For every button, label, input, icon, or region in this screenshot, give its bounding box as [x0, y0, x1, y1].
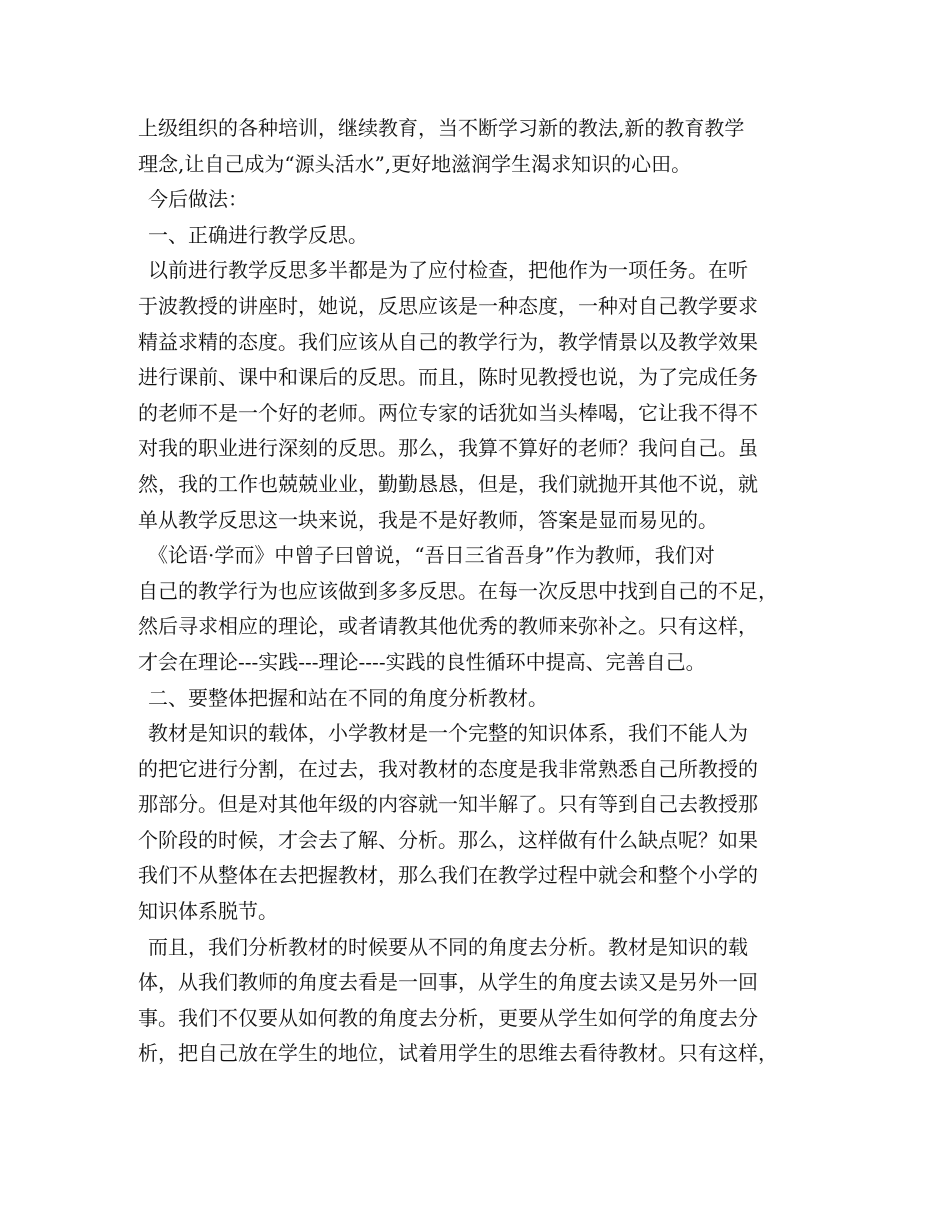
text-line: 进行课前、课中和课后的反思。而且，陈时见教授也说，为了完成任务: [138, 365, 758, 390]
text-line: 上级组织的各种培训，继续教育，当不断学习新的教法,新的教育教学: [138, 116, 745, 140]
text-line: 对我的职业进行深刻的反思。那么，我算不算好的老师？我问自己。虽: [138, 436, 758, 461]
document-body: [138, 111, 828, 1072]
text-line: 今后做法：: [148, 187, 248, 212]
text-line: 自己的教学行为也应该做到多多反思。在每一次反思中找到自己的不足，: [138, 578, 778, 603]
text-line: 一、正确进行教学反思。: [148, 222, 368, 247]
text-line: 单从教学反思这一块来说，我是不是好教师，答案是显而易见的。: [138, 507, 718, 532]
text-line: 析，把自己放在学生的地位，试着用学生的思维去看待教材。只有这样，: [138, 1041, 778, 1066]
text-line: 的老师不是一个好的老师。两位专家的话犹如当头棒喝，它让我不得不: [138, 400, 758, 425]
text-line: 《论语·学而》中曾子曰曾说，“吾日三省吾身”作为教师，我们对: [148, 543, 715, 568]
text-line: 体，从我们教师的角度去看是一回事，从学生的角度去读又是另外一回: [138, 970, 758, 995]
text-line: 那部分。但是对其他年级的内容就一知半解了。只有等到自己去教授那: [138, 792, 758, 817]
text-line: 才会在理论---实践---理论----实践的良性循环中提高、完善自己。: [138, 649, 706, 674]
text-line: 的把它进行分割，在过去，我对教材的态度是我非常熟悉自己所教授的: [138, 756, 758, 781]
text-line: 我们不从整体在去把握教材，那么我们在教学过程中就会和整个小学的: [138, 863, 758, 888]
text-line: 教材是知识的载体，小学教材是一个完整的知识体系，我们不能人为: [148, 721, 748, 746]
text-line: 然后寻求相应的理论，或者请教其他优秀的教师来弥补之。只有这样，: [138, 614, 758, 639]
text-line: 个阶段的时候，才会去了解、分析。那么，这样做有什么缺点呢？如果: [138, 827, 758, 852]
text-line: 事。我们不仅要从如何教的角度去分析，更要从学生如何学的角度去分: [138, 1005, 758, 1030]
text-line: 然，我的工作也兢兢业业，勤勤恳恳，但是，我们就抛开其他不说，就: [138, 471, 758, 496]
text-line: 以前进行教学反思多半都是为了应付检查，把他作为一项任务。在听: [148, 258, 748, 283]
text-line: 理念,让自己成为“源头活水”,更好地滋润学生渴求知识的心田。: [138, 151, 692, 176]
text-line: 精益求精的态度。我们应该从自己的教学行为，教学情景以及教学效果: [138, 329, 758, 354]
text-line: 二、要整体把握和站在不同的角度分析教材。: [148, 685, 548, 710]
text-line: 知识体系脱节。: [138, 899, 278, 924]
text-line: 而且，我们分析教材的时候要从不同的角度去分析。教材是知识的载: [148, 934, 748, 959]
text-line: 于波教授的讲座时，她说，反思应该是一种态度，一种对自己教学要求: [138, 293, 758, 318]
